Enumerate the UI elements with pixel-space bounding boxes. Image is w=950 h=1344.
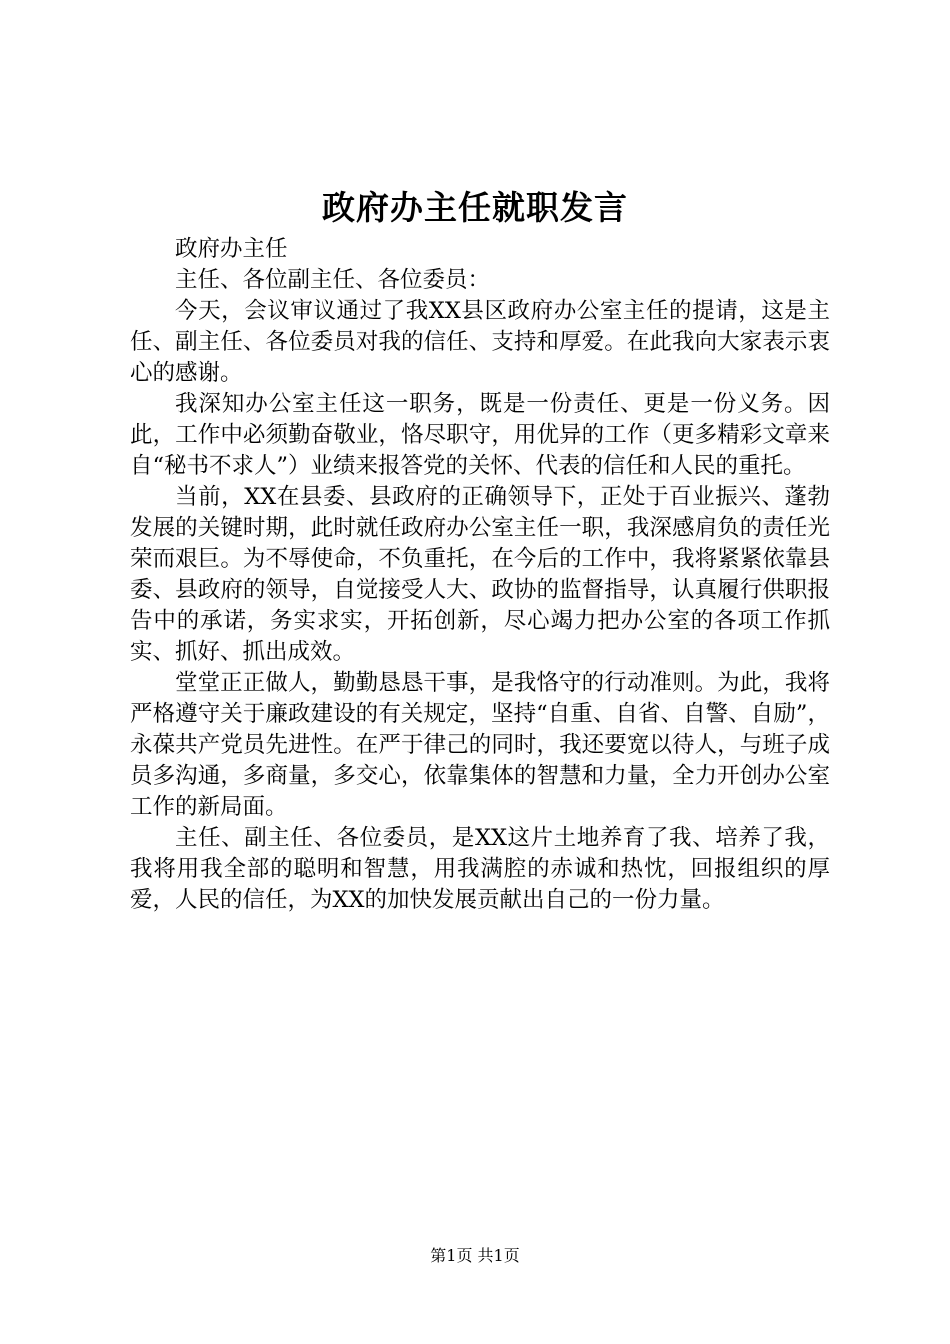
paragraph: 我深知办公室主任这一职务，既是一份责任、更是一份义务。因此，工作中必须勤奋敬业，恪尽职守，用优异的工作（更多精彩文章来自“秘书不求人”）业绩来报答党的关怀、代表的信任和人民的重托。 [130,391,830,479]
page-footer: 第1页 共1页 [430,1246,520,1265]
paragraph: 堂堂正正做人，勤勤恳恳干事，是我恪守的行动准则。为此，我将严格遵守关于廉政建设的有关规定，坚持“自重、自省、自警、自励”，永葆共产党员先进性。在严于律己的同时，我还要宽以待人，与班子成员多沟通，多商量，多交心，依靠集体的智慧和力量，全力开创办公室工作的新局面。 [130,670,830,820]
paragraph: 今天，会议审议通过了我XX县区政府办公室主任的提请，这是主任、副主任、各位委员对我的信任、支持和厚爱。在此我向大家表示衷心的感谢。 [130,298,830,386]
paragraph: 主任、副主任、各位委员，是XX这片土地养育了我、培养了我，我将用我全部的聪明和智慧，用我满腔的赤诚和热忱，回报组织的厚爱，人民的信任，为XX的加快发展贡献出自己的一份力量。 [130,825,830,913]
paragraph-salutation: 主任、各位副主任、各位委员： [175,267,491,293]
document-body [130,234,830,916]
paragraph-heading: 政府办主任 [175,236,288,262]
paragraph: 当前，XX在县委、县政府的正确领导下，正处于百业振兴、蓬勃发展的关键时期，此时就任政府办公室主任一职，我深感肩负的责任光荣而艰巨。为不辱使命，不负重托，在今后的工作中，我将紧紧依靠县委、县政府的领导，自觉接受人大、政协的监督指导，认真履行供职报告中的承诺，务实求实，开拓创新，尽心竭力把办公室的各项工作抓实、抓好、抓出成效。 [130,484,830,665]
document-title: 政府办主任就职发言 [322,188,628,227]
